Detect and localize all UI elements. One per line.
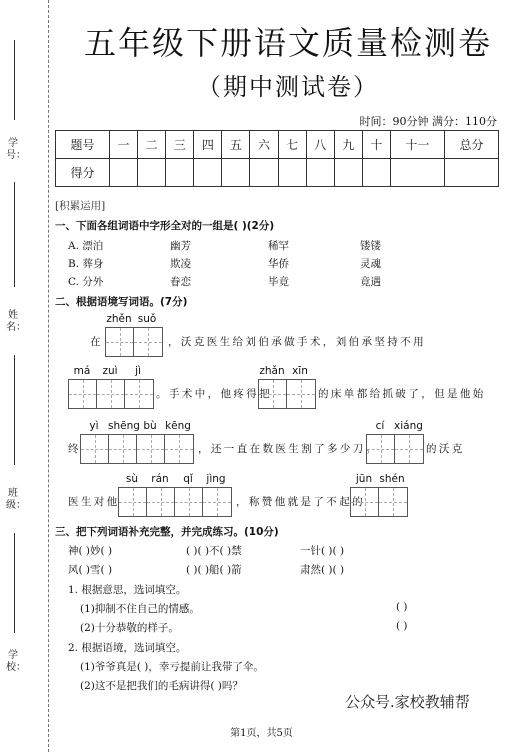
q1-option: A. 漂泊 bbox=[68, 240, 104, 252]
answer-blank[interactable]: ( ) bbox=[396, 601, 408, 613]
pinyin: zhǎn bbox=[259, 365, 285, 377]
idiom-blank[interactable]: ( )( )船( )箭 bbox=[186, 564, 242, 576]
score-header-cell: 四 bbox=[194, 131, 222, 159]
idiom-blank[interactable]: 肃然( )( ) bbox=[300, 564, 345, 576]
pinyin-group bbox=[366, 420, 422, 432]
score-input-cell[interactable] bbox=[278, 159, 306, 187]
pinyin: xiáng bbox=[394, 420, 423, 432]
answer-blank[interactable]: ( ) bbox=[396, 620, 408, 632]
q1-word: 欺凌 bbox=[170, 258, 191, 270]
score-input-cell[interactable] bbox=[166, 159, 194, 187]
q1-word: 幽芳 bbox=[170, 240, 191, 252]
score-row-label: 得分 bbox=[56, 159, 110, 187]
score-header-row bbox=[56, 131, 499, 159]
section-tag: [积累运用] bbox=[55, 200, 106, 212]
pinyin: suǒ bbox=[137, 313, 157, 325]
q1-word: 稀罕 bbox=[268, 240, 289, 252]
q1-option: C. 分外 bbox=[68, 276, 104, 288]
pinyin: zhěn bbox=[106, 313, 132, 325]
pinyin: yì bbox=[89, 420, 99, 432]
class-label: 班级： bbox=[6, 488, 26, 511]
idiom-blank[interactable]: 一针( )( ) bbox=[300, 545, 345, 557]
sentence-text: 。手术中，他疼得把 bbox=[156, 388, 273, 400]
divider-line bbox=[14, 182, 15, 287]
sentence-text: 的床单都给抓破了，但是他始 bbox=[318, 388, 486, 400]
score-input-cell[interactable] bbox=[250, 159, 278, 187]
score-input-cell[interactable] bbox=[444, 159, 498, 187]
score-header-cell: 八 bbox=[306, 131, 334, 159]
score-input-cell[interactable] bbox=[194, 159, 222, 187]
watermark: 公众号.家校教辅帮 bbox=[345, 693, 470, 711]
score-header-cell: 总分 bbox=[444, 131, 498, 159]
q3-item: (1)抑制不住自己的情感。 bbox=[80, 603, 200, 615]
writing-grid[interactable] bbox=[118, 487, 232, 517]
divider-line bbox=[14, 40, 15, 120]
q1-word: 竟遇 bbox=[360, 276, 381, 288]
pinyin-group bbox=[105, 313, 161, 325]
writing-grid[interactable] bbox=[105, 327, 163, 357]
pinyin: jì bbox=[135, 365, 141, 377]
q3-item[interactable]: (2)这不是把我们的毛病讲得( )吗？ bbox=[80, 680, 243, 692]
score-input-cell[interactable] bbox=[390, 159, 444, 187]
score-input-cell[interactable] bbox=[110, 159, 138, 187]
pinyin: jūn bbox=[355, 473, 373, 485]
pinyin: má bbox=[73, 365, 91, 377]
student-number-label: 学号： bbox=[6, 138, 26, 161]
pinyin-group bbox=[118, 473, 230, 485]
sentence-text: 终 bbox=[68, 443, 81, 455]
score-header-cell: 九 bbox=[334, 131, 362, 159]
divider-line bbox=[14, 533, 15, 633]
score-header-cell: 三 bbox=[166, 131, 194, 159]
q1-word: 眷恋 bbox=[170, 276, 191, 288]
q3-item[interactable]: (1)爷爷真是( )，幸亏提前让我带了伞。 bbox=[80, 661, 264, 673]
pinyin: jìng bbox=[206, 473, 226, 485]
pinyin: rán bbox=[151, 473, 169, 485]
q3-sub-title: 2. 根据语境，选词填空。 bbox=[68, 642, 187, 654]
q3-item: (2)十分恭敬的样子。 bbox=[80, 622, 179, 634]
page-subtitle: （期中测试卷） bbox=[197, 73, 379, 101]
score-header-cell: 题号 bbox=[56, 131, 110, 159]
idiom-blank[interactable]: 风( )雪( ) bbox=[68, 564, 113, 576]
binding-margin bbox=[0, 0, 49, 752]
exam-meta: 时间：90分钟 满分：110分 bbox=[359, 115, 497, 128]
writing-grid[interactable] bbox=[80, 434, 194, 464]
writing-grid[interactable] bbox=[68, 379, 154, 409]
page-footer: 第1页，共5页 bbox=[230, 728, 293, 739]
score-header-cell: 十一 bbox=[390, 131, 444, 159]
idiom-blank[interactable]: 神( )妙( ) bbox=[68, 545, 113, 557]
q1-word: 华侨 bbox=[268, 258, 289, 270]
score-header-cell: 二 bbox=[138, 131, 166, 159]
divider-line bbox=[14, 355, 15, 465]
idiom-blank[interactable]: ( )( )不( )禁 bbox=[186, 545, 242, 557]
score-table bbox=[55, 130, 499, 187]
score-header-cell: 一 bbox=[110, 131, 138, 159]
score-input-cell[interactable] bbox=[138, 159, 166, 187]
sentence-text: ，还一直在数医生割了多少刀。 bbox=[198, 443, 379, 455]
pinyin: qǐ bbox=[183, 473, 193, 485]
writing-grid[interactable] bbox=[258, 379, 316, 409]
score-header-cell: 五 bbox=[222, 131, 250, 159]
school-label: 学校： bbox=[6, 650, 26, 673]
sentence-text: 医生对他 bbox=[68, 496, 120, 508]
sentence-text: ，称赞他就是了不起的 bbox=[236, 496, 365, 508]
sentence-text: ，沃克医生给刘伯承做手术，刘伯承坚持不用 bbox=[168, 336, 426, 348]
writing-grid[interactable] bbox=[366, 434, 424, 464]
score-header-cell: 十 bbox=[362, 131, 390, 159]
pinyin: cí bbox=[375, 420, 385, 432]
pinyin: kēng bbox=[165, 420, 191, 432]
q3-sub-title: 1. 根据意思，选词填空。 bbox=[68, 584, 187, 596]
q2-title: 二、根据语境写词语。(7分) bbox=[55, 296, 188, 308]
q1-word: 镂镂 bbox=[360, 240, 381, 252]
sentence-text: 的沃克 bbox=[426, 443, 465, 455]
score-input-cell[interactable] bbox=[222, 159, 250, 187]
pinyin-group bbox=[350, 473, 406, 485]
q3-title: 三、把下列词语补充完整，并完成练习。(10分) bbox=[55, 526, 279, 538]
score-input-cell[interactable] bbox=[306, 159, 334, 187]
pinyin: sù bbox=[125, 473, 139, 485]
pinyin-group bbox=[258, 365, 314, 377]
q1-option: B. 葬身 bbox=[68, 258, 104, 270]
pinyin-group bbox=[80, 420, 192, 432]
score-input-cell[interactable] bbox=[334, 159, 362, 187]
score-row bbox=[56, 159, 499, 187]
score-header-cell: 七 bbox=[278, 131, 306, 159]
score-header-cell: 六 bbox=[250, 131, 278, 159]
score-input-cell[interactable] bbox=[362, 159, 390, 187]
q1-title: 一、下面各组词语中字形全对的一组是( )(2分) bbox=[55, 220, 275, 232]
pinyin: bù bbox=[143, 420, 157, 432]
sentence-text: 在 bbox=[90, 336, 103, 348]
pinyin: zuì bbox=[102, 365, 118, 377]
pinyin: shén bbox=[379, 473, 405, 485]
q1-word: 毕竟 bbox=[268, 276, 289, 288]
pinyin: shēng bbox=[108, 420, 140, 432]
writing-grid[interactable] bbox=[350, 487, 408, 517]
q1-word: 灵魂 bbox=[360, 258, 381, 270]
name-label: 姓名： bbox=[6, 310, 26, 333]
pinyin: xīn bbox=[292, 365, 308, 377]
page-title: 五年级下册语文质量检测卷 bbox=[83, 24, 492, 62]
pinyin-group bbox=[68, 365, 152, 377]
